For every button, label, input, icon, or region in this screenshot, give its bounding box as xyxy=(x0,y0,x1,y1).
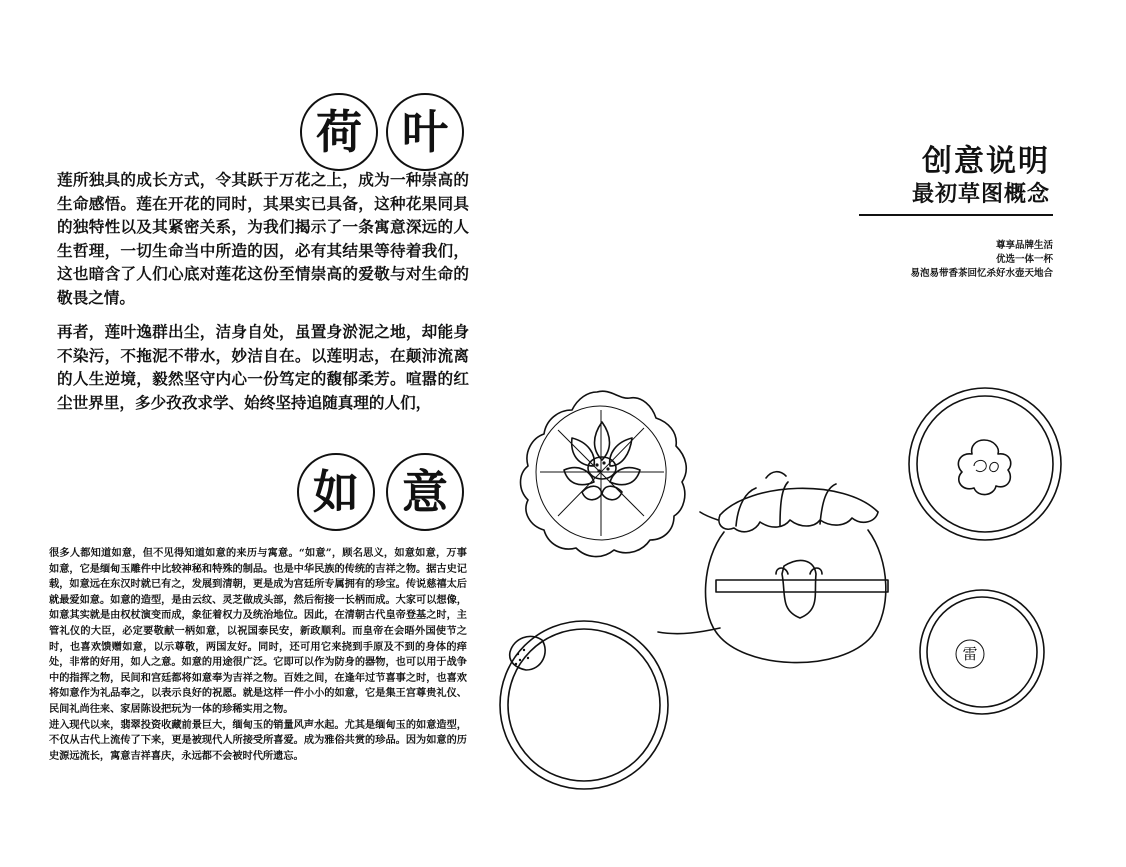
heading-char-leaf xyxy=(386,93,464,171)
heading-char-ru xyxy=(297,453,375,531)
meta-line-2: 优选一体一杯 xyxy=(995,254,1053,265)
cup-left xyxy=(500,621,668,789)
meta-line-3: 易泡易带香茶回忆杀好水壶天地合 xyxy=(910,268,1053,279)
heading-char-text: 如 xyxy=(313,465,359,519)
title-main: 创意说明 xyxy=(922,144,1050,179)
heading-char-text: 叶 xyxy=(402,105,448,159)
title-divider xyxy=(859,214,1053,216)
title-sub: 最初草图概念 xyxy=(911,181,1050,207)
teapot xyxy=(510,472,888,670)
cup-glyph: 雷 xyxy=(962,645,978,663)
lotus-paragraph-2: 再者，莲叶逸群出尘，洁身自处，虽置身淤泥之地，却能身不染污，不拖泥不带水，妙洁自在。以莲明志，在颠沛流离的人生逆境，毅然坚守内心一份笃定的馥郁柔芳。喧嚣的红尘世界里，多少孜孜求学、始终坚持追随真理的人们， xyxy=(57,322,469,412)
lotus-leaf-plate xyxy=(521,391,687,556)
heading-char-text: 意 xyxy=(402,465,448,519)
cup-right xyxy=(920,590,1044,714)
ruyi-paragraph-1: 很多人都知道如意，但不见得知道如意的来历与寓意。“如意”，顾名思义，如意如意，万事如意，它是缅甸玉雕件中比较神秘和特殊的制品。也是中华民族的传统的吉祥之物。据古史记载，如意远在东汉时就已有之，发展到清朝，更是成为宫廷所专属拥有的珍宝。传说慈禧太后就最爱如意。如意的造型，是由云纹、灵芝做成头部，然后衔接一长柄而成。大家可以想像，如意其实就是由权杖演变而成，象征着权力及统治地位。因此，在清朝古代皇帝登基之时，主管礼仪的大臣，必定要敬献一柄如意，以祝国泰民安，新政顺利。而皇帝在会晤外国使节之时，也喜欢馈赠如意，以示尊敬，两国友好。同时，还可用它来挠到手原及不到的身体的痒处，非常的好用，如人之意。如意的用途很广泛。它即可以作为防身的器物，也可以用于战争中的指挥之物，民间和宫廷都将如意奉为吉祥之物。百姓之间，在逢年过节喜事之时，也喜欢将如意作为礼品奉之，以表示良好的祝愿。就是这样一件小小的如意，它是集王宫尊贵礼仪、民间礼尚往来、家居陈设把玩为一体的珍稀实用之物。 xyxy=(49,547,467,715)
ruyi-paragraph-2: 进入现代以来，翡翠投资收藏前景巨大，缅甸玉的销量风声水起。尤其是缅甸玉的如意造型，不仅从古代上流传了下来，更是被现代人所接受所喜爱。成为雅俗共赏的珍品。因为如意的历史源远流长，寓意吉祥喜庆，永远都不会被时代所遗忘。 xyxy=(49,718,467,762)
saucer-with-cloud xyxy=(909,388,1061,540)
heading-char-yi xyxy=(386,453,464,531)
heading-char-text: 荷 xyxy=(316,105,362,159)
teaset-sketch xyxy=(480,370,1080,840)
meta-line-1: 尊享品牌生活 xyxy=(995,240,1053,251)
ruyi-text-block xyxy=(49,546,467,764)
heading-char-lotus xyxy=(300,93,378,171)
lotus-paragraph-1: 莲所独具的成长方式，令其跃于万花之上，成为一种崇高的生命感悟。莲在开花的同时，其果实已具备，这种花果同具的独特性以及其紧密关系，为我们揭示了一条寓意深远的人生哲理，一切生命当中所造的因，必有其结果等待着我们，这也暗含了人们心底对莲花这份至情崇高的爱敬与对生命的敬畏之情。 xyxy=(57,170,469,307)
